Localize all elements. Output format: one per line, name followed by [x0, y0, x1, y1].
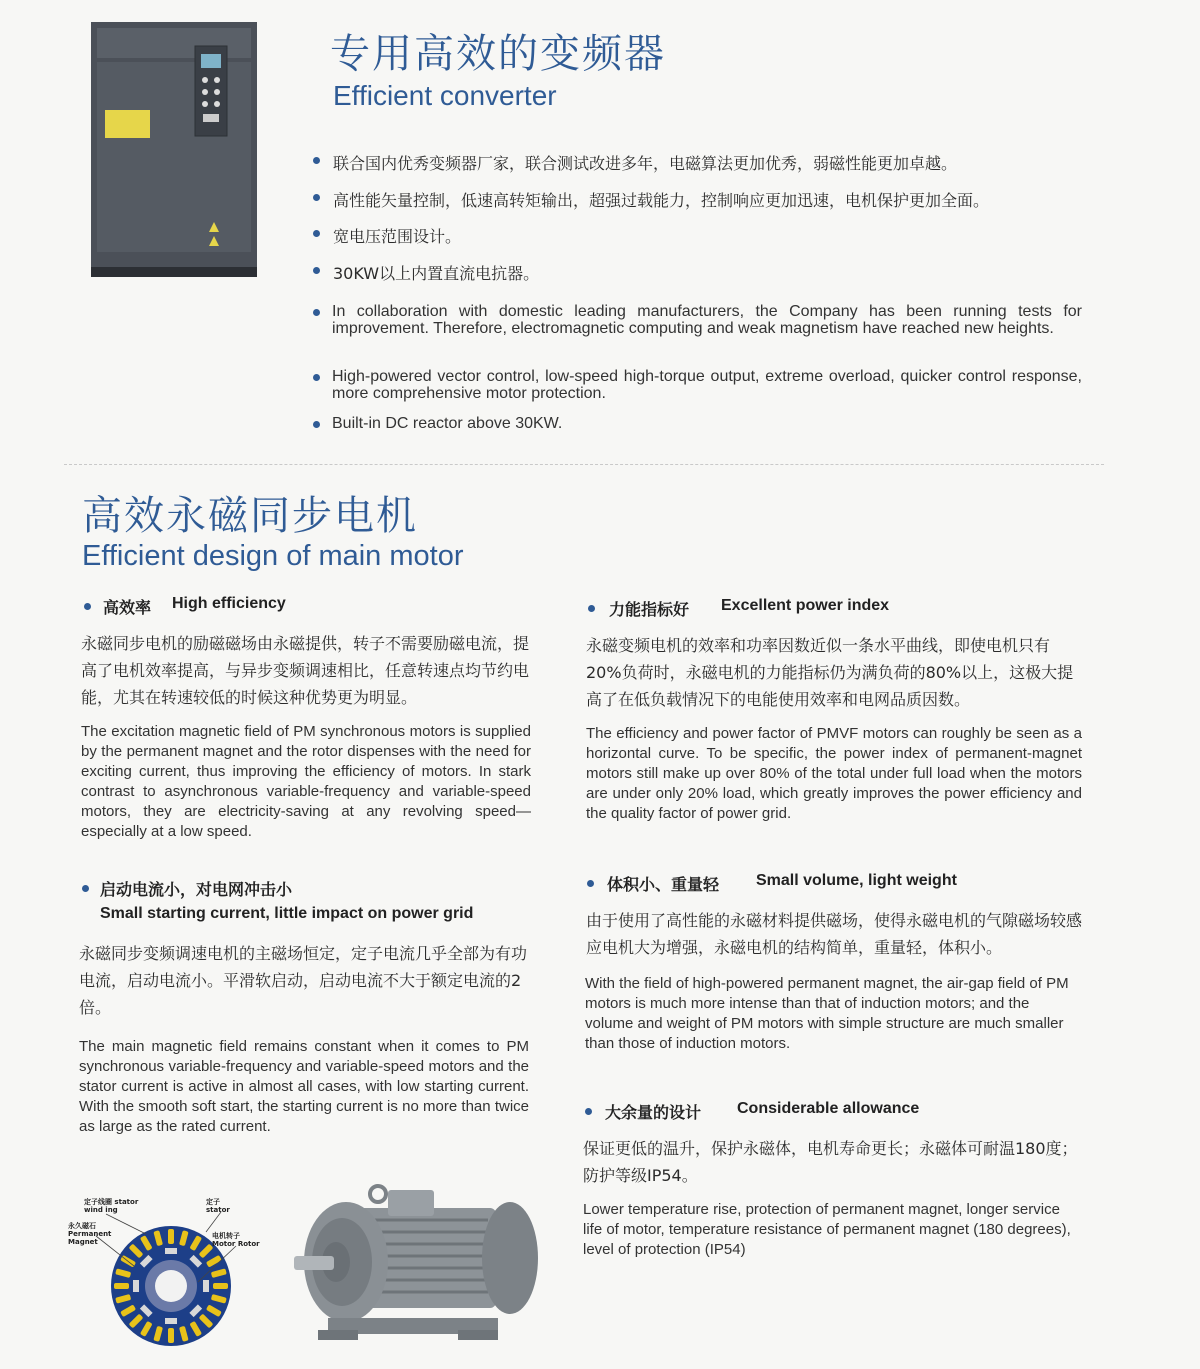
feature-body-cn: 永磁同步变频调速电机的主磁场恒定，定子电流几乎全部为有功电流，启动电流小。平滑软启动，启动电流不大于额定电流的2倍。 [79, 944, 528, 1017]
feature-body-en: Lower temperature rise, protection of permanent magnet, longer service life of motor, temperature resistance of permanent magnet (180 degrees), level of protection (IP54) [583, 1201, 1071, 1258]
stator-slot [213, 1283, 228, 1289]
feature-body-cn: 永磁同步电机的励磁磁场由永磁提供，转子不需要励磁电流，提高了电机效率提高，与异步变频调速相比，任意转速点均节约电能，尤其在转速较低的时候这种优势更为明显。 [81, 634, 530, 707]
bullet-icon [587, 880, 594, 887]
rotor-diagram-graphic [66, 1194, 276, 1354]
converter-bullet-en-2: High-powered vector control, low-speed high-torque output, extreme overload, quicker control response, more comprehensive motor protection. [332, 368, 1082, 402]
feature-heading-cn: 启动电流小，对电网冲击小 [100, 880, 293, 899]
bullet-icon [588, 605, 595, 612]
feature-heading-en: Excellent power index [721, 597, 890, 614]
label-stator-winding: 定子线圈 stator wind ing [84, 1198, 139, 1214]
label-stator: 定子 stator [206, 1198, 230, 1214]
converter-bullet-en-1: In collaboration with domestic leading manufacturers, the Company has been running tests for improvement. Therefore, electromagnetic computing and weak magnetism have reached new heights. [332, 303, 1082, 337]
feature-heading-cn: 大余量的设计 [605, 1103, 702, 1122]
feature-heading-cn: 体积小、重量轻 [607, 875, 720, 894]
feature-body-en: With the field of high-powered permanent magnet, the air-gap field of PM motors is much more intense than that of induction motors; and the volume and weight of PM motors with simple structure are much smaller than those of induction motors. [585, 975, 1069, 1052]
converter-image [91, 22, 257, 277]
bullet-icon [313, 421, 320, 428]
motor-title-cn: 高效永磁同步电机 [82, 493, 418, 539]
converter-bullet-cn-1: 联合国内优秀变频器厂家，联合测试改进多年，电磁算法更加优秀，弱磁性能更加卓越。 [333, 154, 958, 173]
permanent-magnet [203, 1280, 209, 1292]
converter-bullet-cn-3: 宽电压范围设计。 [333, 227, 462, 246]
converter-title-cn: 专用高效的变频器 [330, 31, 666, 77]
converter-bullet-cn-4: 30KW以上内置直流电抗器。 [333, 264, 540, 283]
feature-body-en: The efficiency and power factor of PMVF motors can roughly be seen as a horizontal curve. To be specific, the power index of permanent-magnet motors still make up over 80% of the total under full load when the motors are under only 20% load, which greatly improves the power efficiency and the quality factor of power grid. [586, 725, 1082, 822]
feature-body-cn: 永磁变频电机的效率和功率因数近似一条水平曲线，即使电机只有20%负荷时，永磁电机的力能指标仍为满负荷的80%以上，这极大提高了在低负载情况下的电能使用效率和电网品质因数。 [586, 636, 1074, 709]
feature-body-en: The main magnetic field remains constant when it comes to PM synchronous variable-frequency and variable-speed motors and the stator current is active in almost all cases, with low starting current. With the smooth soft start, the starting current is no more than twice as large as the rated current. [79, 1038, 529, 1135]
bullet-icon [313, 309, 320, 316]
permanent-magnet [133, 1280, 139, 1292]
bullet-icon [313, 374, 320, 381]
feature-body-en: The excitation magnetic field of PM synchronous motors is supplied by the permanent magnet and the rotor dispenses with the need for exciting current, thus improving the efficiency of motors. In stark contrast to asynchronous variable-frequency and variable-speed motors, they are electricity-saving at any revolving speed—especially at a low speed. [81, 723, 531, 840]
converter-bullet-cn-2: 高性能矢量控制，低速高转矩输出，超强过载能力，控制响应更加迅速，电机保护更加全面。 [333, 191, 990, 210]
rotor-diagram [66, 1194, 276, 1354]
feature-body-cn: 保证更低的温升，保护永磁体，电机寿命更长；永磁体可耐温180度；防护等级IP54。 [583, 1139, 1078, 1185]
stator-slot [168, 1328, 174, 1343]
label-permanent-magnet: 永久磁石 Permanent Magnet [68, 1222, 112, 1246]
bullet-icon [82, 885, 89, 892]
bullet-icon [313, 267, 320, 274]
permanent-magnet [165, 1318, 177, 1324]
feature-heading-en: Small starting current, little impact on power grid [100, 905, 474, 922]
stator-slot [114, 1283, 129, 1289]
feature-heading-en: Small volume, light weight [756, 872, 957, 889]
bullet-icon [313, 230, 320, 237]
converter-bullet-en-3: Built-in DC reactor above 30KW. [332, 415, 563, 432]
motor-title-en: Efficient design of main motor [82, 540, 464, 572]
motor-image [288, 1180, 543, 1360]
feature-heading-cn: 力能指标好 [609, 600, 690, 619]
converter-title-en: Efficient converter [333, 80, 557, 111]
bullet-icon [313, 194, 320, 201]
feature-heading-cn: 高效率 [103, 598, 152, 617]
stator-slot [168, 1229, 174, 1244]
feature-body-cn: 由于使用了高性能的永磁材料提供磁场，使得永磁电机的气隙磁场较感应电机大为增强，永磁电机的结构简单，重量轻，体积小。 [586, 911, 1083, 957]
bullet-icon [84, 603, 91, 610]
label-motor-rotor: 电机转子 Motor Rotor [212, 1232, 260, 1248]
permanent-magnet [165, 1248, 177, 1254]
section-divider [64, 464, 1104, 465]
feature-heading-en: High efficiency [172, 595, 286, 612]
bullet-icon [313, 157, 320, 164]
feature-heading-en: Considerable allowance [737, 1100, 920, 1117]
bullet-icon [585, 1108, 592, 1115]
